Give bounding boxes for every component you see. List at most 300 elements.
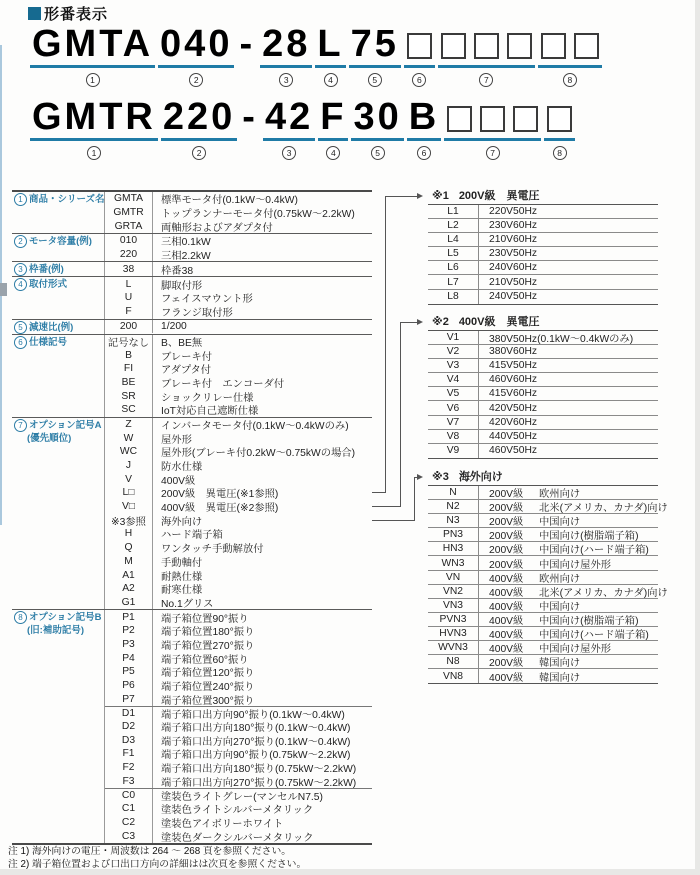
spec-category-label	[12, 335, 105, 417]
category-name: モータ容量(例)	[29, 236, 92, 248]
segment-number	[237, 70, 257, 86]
ref-value: 240V60Hz	[489, 262, 538, 274]
ref-table-body	[428, 330, 658, 459]
spec-code: D3	[105, 733, 153, 747]
segment-underline	[318, 138, 348, 141]
ref-row	[428, 641, 658, 655]
ref-value	[479, 599, 658, 612]
spec-description: 端子箱口出方向180°振り(0.1kW〜0.4kW)	[161, 723, 351, 735]
ref-voltage-class: 400V級	[489, 629, 524, 641]
ref-value: 460V60Hz	[489, 374, 538, 386]
category-name: 商品・シリーズ名	[29, 194, 105, 205]
spec-description: 400V級 異電圧(※2参照)	[161, 503, 279, 515]
option-code-box	[480, 106, 505, 132]
ref-row	[428, 571, 658, 585]
spec-code: F3	[105, 775, 153, 789]
circled-number: 5	[371, 146, 385, 160]
footnote: 注 2) 端子箱位置および口出口方向の詳細はは次頁を参照ください。	[8, 859, 307, 870]
spec-description: 端子箱位置120°振り	[161, 668, 255, 680]
spec-row	[105, 788, 372, 802]
model-box-group-body	[444, 97, 541, 137]
spec-description: 三相0.1kW	[161, 237, 211, 249]
ref-voltage-class: 400V級	[489, 615, 524, 627]
ref-row	[428, 669, 658, 683]
ref-row	[428, 261, 658, 275]
category-name-line	[14, 611, 104, 624]
page-title: 形番表示	[44, 6, 109, 23]
option-code-box	[513, 106, 538, 132]
spec-description: 枠番38	[161, 265, 194, 277]
spec-code: V□	[105, 500, 153, 514]
ref-voltage-class: 400V級	[489, 573, 524, 585]
category-name-line	[14, 419, 104, 432]
spec-category-label	[12, 234, 105, 261]
ref-value: 420V50Hz	[489, 402, 538, 414]
spec-row	[105, 486, 372, 500]
model-box-group	[544, 97, 575, 159]
segment-number	[30, 70, 155, 86]
category-name: 枠番(例)	[29, 264, 64, 276]
ref-value: 230V50Hz	[489, 248, 538, 260]
model-segment-text: 75	[350, 23, 399, 65]
ref-code: V6	[428, 401, 479, 414]
spec-code: P4	[105, 651, 153, 665]
spec-description: インバータモータ付(0.1kW〜0.4kWのみ)	[161, 420, 349, 432]
segment-number	[444, 143, 541, 159]
ref-destination: 中国向け	[539, 601, 581, 613]
model-segment-text: GMTA	[32, 23, 154, 65]
spec-code: ※3参照	[105, 513, 153, 527]
ref-code: V2	[428, 345, 479, 358]
ref-code: PVN3	[428, 613, 479, 626]
ref-code: HN3	[428, 542, 479, 555]
spec-section-2	[12, 234, 372, 262]
ref-code: HVN3	[428, 627, 479, 640]
page-edge-right	[695, 0, 700, 875]
ref-voltage-class: 200V級	[489, 531, 524, 543]
ref-code: VN2	[428, 585, 479, 598]
spec-code: D2	[105, 720, 153, 734]
circled-number: 2	[192, 146, 206, 160]
category-name: オプション記号B	[29, 612, 102, 624]
spec-row	[105, 248, 372, 262]
spec-description: ハード端子箱	[161, 530, 223, 542]
spec-table	[12, 190, 372, 845]
model-segment	[260, 24, 312, 86]
segment-underline	[161, 138, 237, 141]
ref-value	[479, 641, 658, 654]
ref-code: VN8	[428, 669, 479, 683]
spec-code: C0	[105, 789, 153, 802]
ref-value	[479, 627, 658, 640]
ref-row	[428, 514, 658, 528]
spec-code: P6	[105, 679, 153, 693]
circled-number: 2	[14, 235, 27, 248]
spec-row	[105, 206, 372, 220]
spec-code: B	[105, 348, 153, 362]
spec-description: トップランナーモータ付(0.75kW〜2.2kW)	[161, 209, 355, 221]
ref-row	[428, 430, 658, 444]
spec-rows	[105, 610, 372, 843]
category-sublabel: (優先順位)	[27, 432, 72, 444]
spec-row	[105, 445, 372, 459]
spec-description: IoT対応自己遮断仕様	[161, 406, 259, 418]
segment-number	[544, 143, 575, 159]
model-segment	[30, 24, 155, 86]
spec-code: G1	[105, 596, 153, 610]
arrow-right-icon	[417, 193, 423, 199]
model-segment-text: 040	[160, 23, 233, 65]
spec-code: L□	[105, 486, 153, 500]
ref-value	[479, 514, 658, 527]
spec-code: BE	[105, 376, 153, 390]
ref-value	[479, 528, 658, 541]
spec-code: A1	[105, 568, 153, 582]
spec-description: 端子箱位置180°振り	[161, 627, 255, 639]
spec-code: P2	[105, 624, 153, 638]
spec-description: 塗装色ライトグレー(マンセルN7.5)	[161, 792, 323, 804]
spec-row	[105, 541, 372, 555]
ref-code: V1	[428, 331, 479, 344]
spec-section-4	[12, 277, 372, 319]
ref-title-text: 200V級 異電圧	[458, 190, 540, 202]
segment-number	[30, 143, 158, 159]
ref-value	[479, 669, 658, 683]
model-box-group-body	[438, 24, 535, 64]
model-box-group	[404, 24, 435, 86]
ref-code: WN3	[428, 556, 479, 569]
spec-description: 防水仕様	[161, 462, 203, 474]
ref-destination: 欧州向け	[539, 573, 581, 585]
segment-underline	[444, 138, 541, 141]
category-name: 減速比(例)	[29, 321, 74, 333]
spec-code: 38	[105, 262, 153, 276]
spec-code: SR	[105, 389, 153, 403]
ref-table-title	[428, 190, 658, 203]
spec-code: FI	[105, 362, 153, 376]
ref-row	[428, 247, 658, 261]
option-code-box	[507, 33, 532, 59]
ref-voltage-class: 400V級	[489, 644, 524, 656]
ref-value: 240V50Hz	[489, 291, 538, 303]
ref-destination: 欧州向け	[539, 489, 581, 501]
spec-description: B、BE無	[161, 337, 203, 349]
ref-destination: 韓国向け	[539, 658, 581, 670]
spec-row	[105, 775, 372, 789]
spec-rows	[105, 234, 372, 261]
spec-description: 三相2.2kW	[161, 251, 211, 263]
category-name: オプション記号A	[29, 419, 102, 431]
circled-number: 3	[279, 73, 293, 87]
category-sublabel: (旧:補助記号)	[27, 625, 84, 637]
spec-description: 端子箱位置60°振り	[161, 654, 249, 666]
spec-code: F1	[105, 747, 153, 761]
model-segment-text: -	[239, 23, 256, 65]
spec-code: GRTA	[105, 219, 153, 233]
spec-rows	[105, 418, 372, 610]
segment-underline	[263, 138, 315, 141]
model-segment	[30, 97, 158, 159]
ref-row	[428, 275, 658, 289]
ref-code: V3	[428, 359, 479, 372]
spec-description: 1/200	[161, 320, 187, 332]
spec-row	[105, 596, 372, 610]
spec-section-5	[12, 320, 372, 335]
ref-destination: 北米(アメリカ、カナダ)向け	[539, 503, 668, 515]
ref-value	[479, 556, 658, 569]
segment-underline	[260, 65, 312, 68]
spec-row	[105, 582, 372, 596]
spec-code: A2	[105, 582, 153, 596]
ref-row	[428, 500, 668, 515]
segment-number	[161, 143, 237, 159]
spec-description: ブレーキ付	[161, 351, 213, 363]
spec-code: C2	[105, 816, 153, 830]
spec-description: 端子箱口出方向90°振り(0.75kW〜2.2kW)	[161, 750, 351, 762]
spec-code: SC	[105, 403, 153, 417]
circled-number: 5	[368, 73, 382, 87]
circled-number: 4	[324, 73, 338, 87]
spec-description: 耐熱仕様	[161, 571, 203, 583]
spec-code: L	[105, 277, 153, 291]
spec-description: 端子箱口出方向90°振り(0.1kW〜0.4kW)	[161, 709, 345, 721]
spec-row	[105, 305, 372, 319]
spec-section-6	[12, 335, 372, 418]
spec-row	[105, 747, 372, 761]
ref-destination: 中国向け(樹脂端子箱)	[539, 531, 639, 543]
footnote: 注 1) 海外向けの電圧・周波数は 264 〜 268 頁を参照ください。	[8, 846, 292, 857]
spec-code: W	[105, 431, 153, 445]
circled-number: 3	[282, 146, 296, 160]
spec-row	[105, 829, 372, 843]
model-segment	[158, 24, 234, 86]
spec-description: 標準モータ付(0.1kW〜0.4kW)	[161, 195, 298, 207]
spec-row	[105, 610, 372, 624]
model-box-group-body	[544, 97, 575, 137]
ref-voltage-class: 400V級	[489, 587, 524, 599]
model-segment	[263, 97, 315, 159]
spec-row	[105, 431, 372, 445]
ref-value: 460V50Hz	[489, 445, 538, 457]
ref-row	[428, 528, 658, 542]
ref-voltage-class: 200V級	[489, 503, 524, 515]
ref-mark: ※2	[432, 316, 449, 328]
circled-number: 8	[553, 146, 567, 160]
model-segment-text: 28	[262, 23, 311, 65]
ref-value	[479, 500, 668, 513]
spec-code: Q	[105, 541, 153, 555]
ref-voltage-class: 200V級	[489, 545, 524, 557]
spec-category-label	[12, 192, 105, 233]
circled-number: 7	[486, 146, 500, 160]
ref-destination: 韓国向け	[539, 672, 581, 684]
category-name-line	[14, 321, 104, 334]
spec-code: F	[105, 305, 153, 319]
spec-description: 屋外形(ブレーキ付0.2kW〜0.75kWの場合)	[161, 448, 356, 460]
ref-table-title	[428, 316, 658, 329]
ref-code: PN3	[428, 528, 479, 541]
ref-destination: 中国向け(ハード端子箱)	[539, 629, 649, 641]
spec-description: No.1グリス	[161, 598, 214, 610]
ref-value	[479, 486, 658, 499]
ref-code: N8	[428, 655, 479, 668]
circled-number: 1	[14, 193, 27, 206]
spec-row	[105, 816, 372, 830]
spec-section-1	[12, 192, 372, 234]
option-code-box	[474, 33, 499, 59]
spec-code: P5	[105, 665, 153, 679]
model-box-group	[438, 24, 535, 86]
spec-row	[105, 192, 372, 206]
spec-code: 220	[105, 248, 153, 262]
model-segment	[315, 24, 345, 86]
ref-row	[428, 219, 658, 233]
ref-value: 415V50Hz	[489, 360, 538, 372]
ref-row	[428, 542, 658, 556]
spec-description: 耐寒仕様	[161, 585, 203, 597]
ref-table-body	[428, 204, 658, 305]
model-segment	[161, 97, 237, 159]
segment-number	[538, 70, 602, 86]
spec-category-label	[12, 277, 105, 318]
segment-number	[318, 143, 348, 159]
ref-destination: 中国向け屋外形	[539, 559, 612, 571]
spec-code: P1	[105, 610, 153, 624]
ref-value: 210V50Hz	[489, 276, 538, 288]
spec-row	[105, 234, 372, 248]
page-edge-tab	[0, 283, 7, 296]
spec-description: 400V級	[161, 475, 196, 487]
spec-code: J	[105, 459, 153, 473]
spec-row	[105, 320, 372, 334]
spec-category-label	[12, 262, 105, 276]
ref-row	[428, 655, 658, 669]
ref-table-overseas	[428, 471, 668, 684]
ref-value	[479, 571, 658, 584]
ref-destination: 中国向け(ハード端子箱)	[539, 545, 649, 557]
segment-number	[351, 143, 403, 159]
ref-row	[428, 401, 658, 415]
ref-value: 420V60Hz	[489, 416, 538, 428]
model-segment	[240, 97, 260, 159]
model-box-group	[538, 24, 602, 86]
ref-voltage-class: 400V級	[489, 601, 524, 613]
spec-section-8	[12, 610, 372, 843]
spec-code: 記号なし	[105, 335, 153, 349]
model-segment-text: -	[242, 96, 258, 138]
segment-number	[260, 70, 312, 86]
spec-row	[105, 219, 372, 233]
segment-underline	[404, 65, 435, 68]
segment-underline	[538, 65, 602, 68]
segment-underline	[349, 65, 401, 68]
circled-number: 3	[14, 263, 27, 276]
spec-description: 海外向け	[161, 516, 203, 528]
model-segment-text: B	[408, 96, 440, 138]
category-name-line	[14, 278, 104, 291]
ref-row	[428, 627, 658, 641]
spec-description: 端子箱口出方向270°振り(0.1kW〜0.4kW)	[161, 736, 351, 748]
circled-number: 6	[417, 146, 431, 160]
category-name: 取付形式	[29, 279, 68, 291]
ref-row	[428, 486, 658, 500]
spec-description: 端子箱口出方向180°振り(0.75kW〜2.2kW)	[161, 764, 357, 776]
model-segment-text: 42	[264, 96, 314, 138]
spec-description: ブレーキ付 エンコーダ付	[161, 378, 285, 390]
segment-underline	[351, 138, 403, 141]
spec-description: 端子箱位置240°振り	[161, 682, 255, 694]
ref-code: VN	[428, 571, 479, 584]
spec-rows	[105, 277, 372, 318]
segment-underline	[315, 65, 345, 68]
ref-table-400v	[428, 316, 658, 459]
spec-row	[105, 500, 372, 514]
spec-code: P3	[105, 638, 153, 652]
spec-row	[105, 459, 372, 473]
spec-row	[105, 761, 372, 775]
segment-underline	[544, 138, 575, 141]
ref-row	[428, 359, 658, 373]
spec-row	[105, 291, 372, 305]
spec-row	[105, 403, 372, 417]
ref-destination: 中国向け(樹脂端子箱)	[539, 615, 639, 627]
ref-code: V7	[428, 416, 479, 429]
spec-row	[105, 389, 372, 403]
circled-number: 4	[326, 146, 340, 160]
ref-value: 440V50Hz	[489, 430, 538, 442]
circled-number: 7	[479, 73, 493, 87]
spec-row	[105, 692, 372, 706]
ref-value	[479, 542, 658, 555]
model-segment-text: 30	[353, 96, 402, 138]
spec-row	[105, 679, 372, 693]
segment-number	[438, 70, 535, 86]
ref-code: N2	[428, 500, 479, 513]
spec-row	[105, 362, 372, 376]
arrow-right-icon	[417, 319, 423, 325]
spec-code: GMTA	[105, 192, 153, 206]
ref-code: L7	[428, 275, 479, 288]
option-code-box	[441, 33, 466, 59]
model-segment-text: GMTR	[32, 96, 156, 138]
ref-row	[428, 373, 658, 387]
spec-row	[105, 376, 372, 390]
spec-description: ショックリレー仕様	[161, 392, 254, 404]
spec-code: 200	[105, 320, 153, 334]
ref-row	[428, 205, 658, 219]
spec-description: 両軸形およびアダプタ付	[161, 222, 273, 234]
segment-number	[240, 143, 260, 159]
option-code-box	[547, 106, 572, 132]
ref-row	[428, 613, 658, 627]
option-code-box	[574, 33, 599, 59]
segment-underline	[30, 65, 155, 68]
model-segment-text: L	[317, 23, 344, 65]
ref-row	[428, 331, 658, 345]
ref-code: VN3	[428, 599, 479, 612]
model-number-example-2	[30, 97, 578, 159]
spec-category-label	[12, 418, 105, 610]
ref-destination: 北米(アメリカ、カナダ)向け	[539, 587, 668, 599]
spec-row	[105, 568, 372, 582]
category-name: 仕様記号	[29, 336, 68, 348]
ref-code: L5	[428, 247, 479, 260]
model-segment-text: 220	[162, 96, 236, 138]
ref-table-title	[428, 471, 658, 484]
spec-row	[105, 624, 372, 638]
segment-underline	[30, 138, 158, 141]
spec-description: フランジ取付形	[161, 308, 233, 320]
